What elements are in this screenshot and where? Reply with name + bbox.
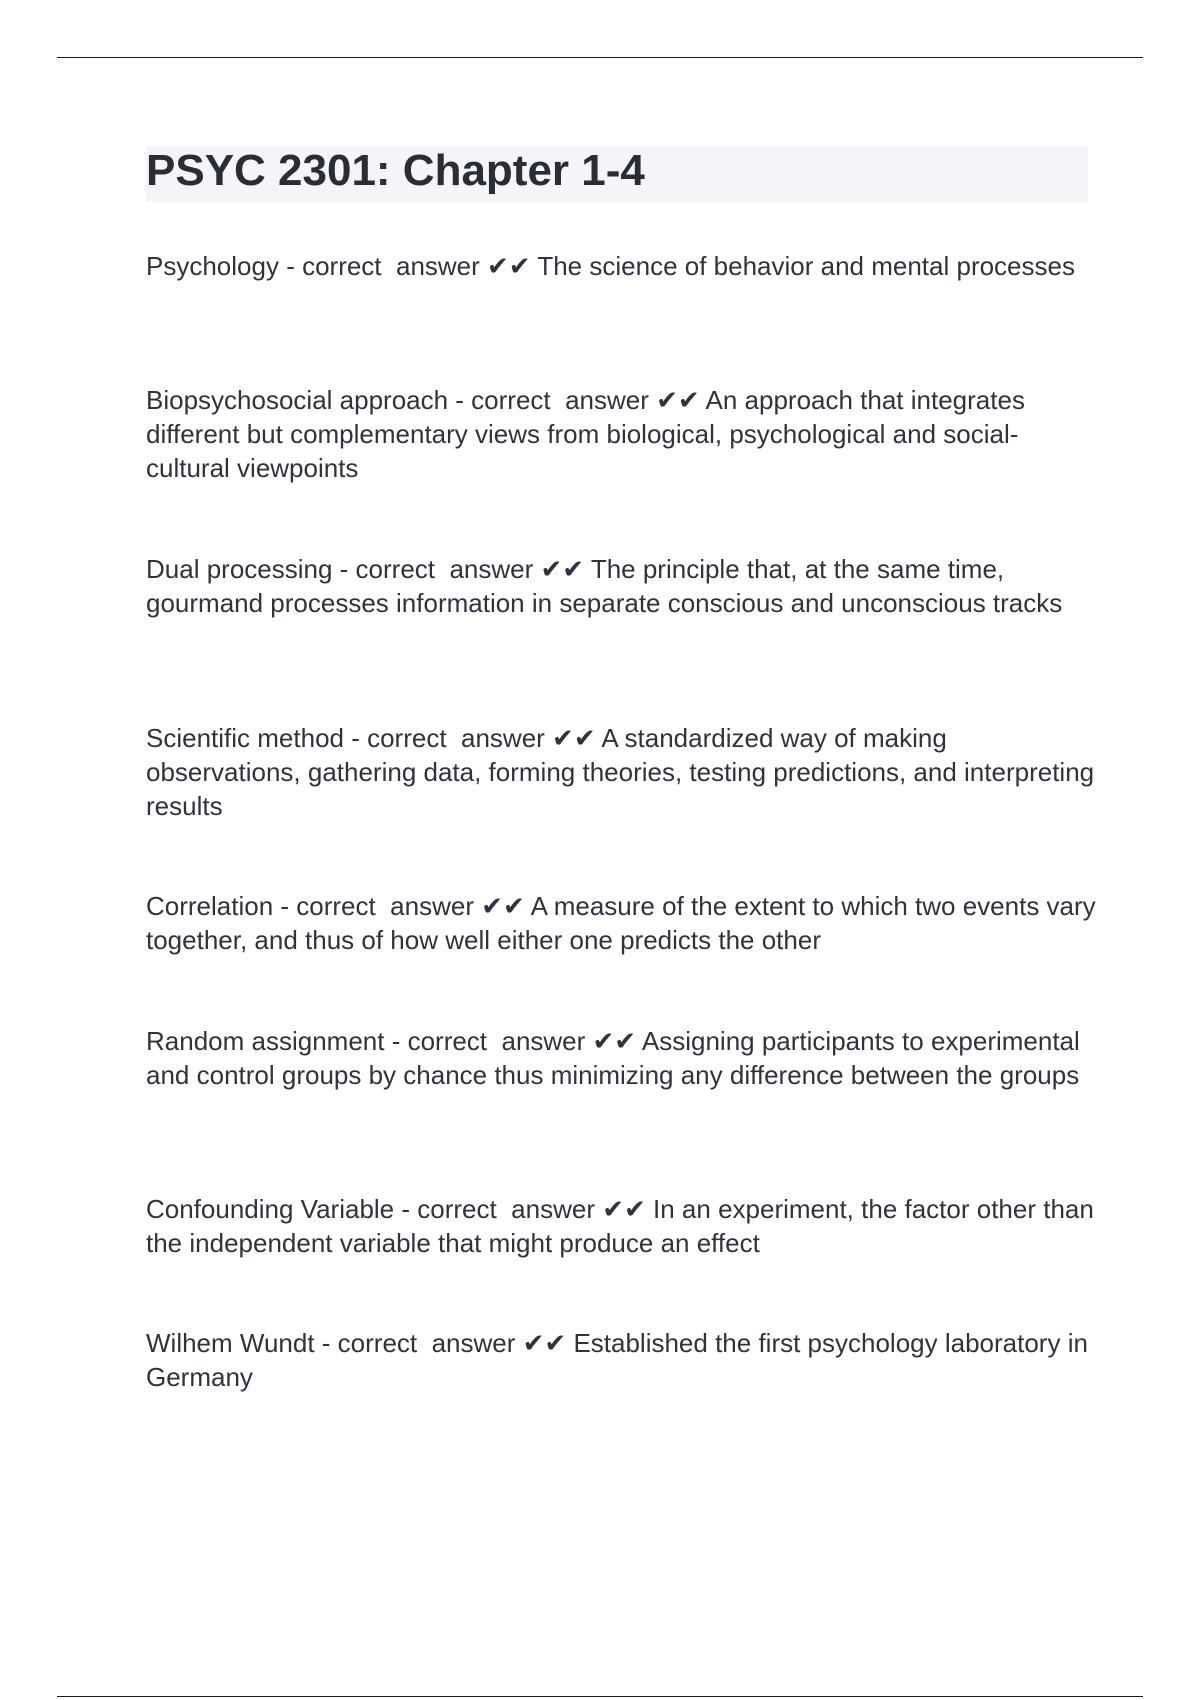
entry-separator: - correct answer ✔✔	[278, 251, 538, 281]
entry-correlation	[146, 889, 1096, 957]
entry-biopsychosocial-approach	[146, 383, 1096, 485]
entry-definition: Established the first psychology laboratory in Germany	[146, 1328, 1088, 1392]
entry-term: Wilhem Wundt	[146, 1328, 315, 1358]
entry-separator: - correct answer ✔✔	[314, 1328, 574, 1358]
entry-separator: - correct answer ✔✔	[332, 554, 591, 584]
entry-term: Scientific method	[146, 723, 344, 753]
bottom-rule	[57, 1696, 1143, 1697]
entry-term: Psychology	[146, 251, 279, 281]
entry-term: Confounding Variable	[146, 1194, 395, 1224]
entry-separator: - correct answer ✔✔	[394, 1194, 654, 1224]
entry-scientific-method	[146, 721, 1096, 823]
entry-separator: - correct answer ✔✔	[448, 385, 706, 415]
entry-confounding-variable	[146, 1192, 1096, 1260]
entry-term: Random assignment	[146, 1026, 385, 1056]
entry-dual-processing	[146, 552, 1096, 620]
entry-definition: In an experiment, the factor other than the independent variable that might produce an effect	[146, 1194, 1094, 1258]
document-title: PSYC 2301: Chapter 1-4	[146, 146, 645, 195]
entry-psychology	[146, 249, 1096, 283]
entry-definition: A standardized way of making observations, gathering data, forming theories, testing predictions, and interpreting results	[146, 723, 1095, 821]
entry-definition: Assigning participants to experimental and control groups by chance thus minimizing any difference between the groups	[146, 1026, 1080, 1090]
entry-separator: - correct answer ✔✔	[343, 723, 602, 753]
entry-random-assignment	[146, 1024, 1096, 1092]
entry-definition: An approach that integrates different but complementary views from biological, psychological and social-cultural viewpoints	[146, 385, 1025, 483]
entry-separator: - correct answer ✔✔	[384, 1026, 642, 1056]
entry-definition: The principle that, at the same time, gourmand processes information in separate conscious and unconscious tracks	[146, 554, 1063, 618]
entry-wilhem-wundt	[146, 1326, 1096, 1394]
entry-term: Dual processing	[146, 554, 333, 584]
entry-definition: A measure of the extent to which two events vary together, and thus of how well either one predicts the other	[146, 891, 1096, 955]
entry-definition: The science of behavior and mental processes	[537, 251, 1075, 281]
entry-separator: - correct answer ✔✔	[273, 891, 531, 921]
entry-term: Biopsychosocial approach	[146, 385, 449, 415]
entry-term: Correlation	[146, 891, 274, 921]
top-rule	[57, 57, 1143, 58]
